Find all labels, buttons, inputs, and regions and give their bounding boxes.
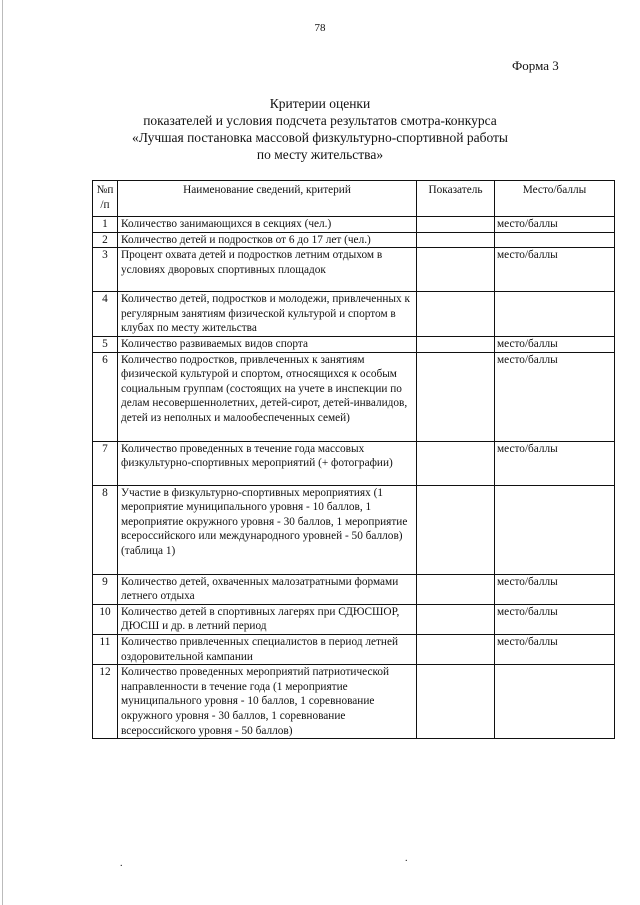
table-row <box>93 665 615 739</box>
row-num: 7 <box>93 441 118 485</box>
row-indicator <box>417 441 495 485</box>
form-label: Форма 3 <box>512 58 559 73</box>
table-row <box>93 634 615 664</box>
row-name: Количество детей, охваченных малозатратными формами летнего отдыха <box>118 574 417 604</box>
row-num: 1 <box>93 217 118 233</box>
row-indicator <box>417 634 495 664</box>
title-line-1: Критерии оценки <box>269 96 371 111</box>
table-row <box>93 441 615 485</box>
scan-dot: . <box>405 853 408 864</box>
row-indicator <box>417 232 495 248</box>
row-place: место/баллы <box>495 217 615 233</box>
row-name: Количество детей в спортивных лагерях при СДЮСШОР, ДЮСШ и др. в летний период <box>118 604 417 634</box>
table-row <box>93 352 615 441</box>
header-num: №п /п <box>93 181 118 217</box>
title-line-3: «Лучшая постановка массовой физкультурно-спортивной работы <box>132 130 508 145</box>
row-indicator <box>417 574 495 604</box>
row-indicator <box>417 217 495 233</box>
table-row <box>93 248 615 292</box>
row-num: 6 <box>93 352 118 441</box>
row-place: место/баллы <box>495 634 615 664</box>
row-name: Количество проведенных мероприятий патриотической направленности в течение года (1 мероприятие муниципального уровня - 10 баллов, 1 соревнование окружного уровня - 30 баллов, 1 соревнование всероссийского уровня - 50 баллов) <box>118 665 417 739</box>
row-name: Количество занимающихся в секциях (чел.) <box>118 217 417 233</box>
row-indicator <box>417 248 495 292</box>
header-indicator: Показатель <box>417 181 495 217</box>
row-name: Участие в физкультурно-спортивных мероприятиях (1 мероприятие муниципального уровня - 10 баллов, 1 мероприятие окружного уровня - 30 баллов, 1 мероприятие всероссийского или международного уровней - 50 баллов) (таблица 1) <box>118 485 417 574</box>
row-num: 3 <box>93 248 118 292</box>
title-line-2: показателей и условия подсчета результатов смотра-конкурса <box>143 113 497 128</box>
row-name: Количество детей и подростков от 6 до 17 лет (чел.) <box>118 232 417 248</box>
row-num: 8 <box>93 485 118 574</box>
header-place: Место/баллы <box>495 181 615 217</box>
row-indicator <box>417 292 495 337</box>
row-indicator <box>417 604 495 634</box>
row-name: Количество подростков, привлеченных к занятиям физической культурой и спортом, относящихся к особым социальным группам (состоящих на учете в инспекции по делам несовершеннолетних, детей-сирот, детей-инвалидов, детей из неполных и малообеспеченных семей) <box>118 352 417 441</box>
row-place <box>495 485 615 574</box>
row-place <box>495 232 615 248</box>
row-place <box>495 665 615 739</box>
row-place: место/баллы <box>495 441 615 485</box>
header-name: Наименование сведений, критерий <box>118 181 417 217</box>
row-name: Количество проведенных в течение года массовых физкультурно-спортивных мероприятий (+ фотографии) <box>118 441 417 485</box>
row-name: Количество привлеченных специалистов в период летней оздоровительной кампании <box>118 634 417 664</box>
row-name: Количество детей, подростков и молодежи, привлеченных к регулярным занятиям физической культурой и спортом в клубах по месту жительства <box>118 292 417 337</box>
row-place: место/баллы <box>495 336 615 352</box>
row-indicator <box>417 485 495 574</box>
table-row <box>93 292 615 337</box>
document-title <box>0 95 640 163</box>
row-num: 2 <box>93 232 118 248</box>
row-name: Процент охвата детей и подростков летним отдыхом в условиях дворовых спортивных площадок <box>118 248 417 292</box>
table-header-row <box>93 181 615 217</box>
row-place: место/баллы <box>495 248 615 292</box>
table-row <box>93 604 615 634</box>
page-number: 78 <box>314 22 326 34</box>
row-num: 12 <box>93 665 118 739</box>
row-num: 5 <box>93 336 118 352</box>
row-indicator <box>417 336 495 352</box>
row-name: Количество развиваемых видов спорта <box>118 336 417 352</box>
row-place <box>495 292 615 337</box>
row-place: место/баллы <box>495 352 615 441</box>
table-body <box>93 217 615 739</box>
row-indicator <box>417 352 495 441</box>
row-indicator <box>417 665 495 739</box>
row-num: 4 <box>93 292 118 337</box>
table-row <box>93 217 615 233</box>
row-num: 10 <box>93 604 118 634</box>
scan-dot: . <box>120 858 123 869</box>
title-line-4: по месту жительства» <box>256 147 384 162</box>
row-num: 11 <box>93 634 118 664</box>
row-num: 9 <box>93 574 118 604</box>
table-row <box>93 336 615 352</box>
criteria-table <box>92 180 615 739</box>
table-row <box>93 574 615 604</box>
table-row <box>93 232 615 248</box>
row-place: место/баллы <box>495 574 615 604</box>
row-place: место/баллы <box>495 604 615 634</box>
table-row <box>93 485 615 574</box>
